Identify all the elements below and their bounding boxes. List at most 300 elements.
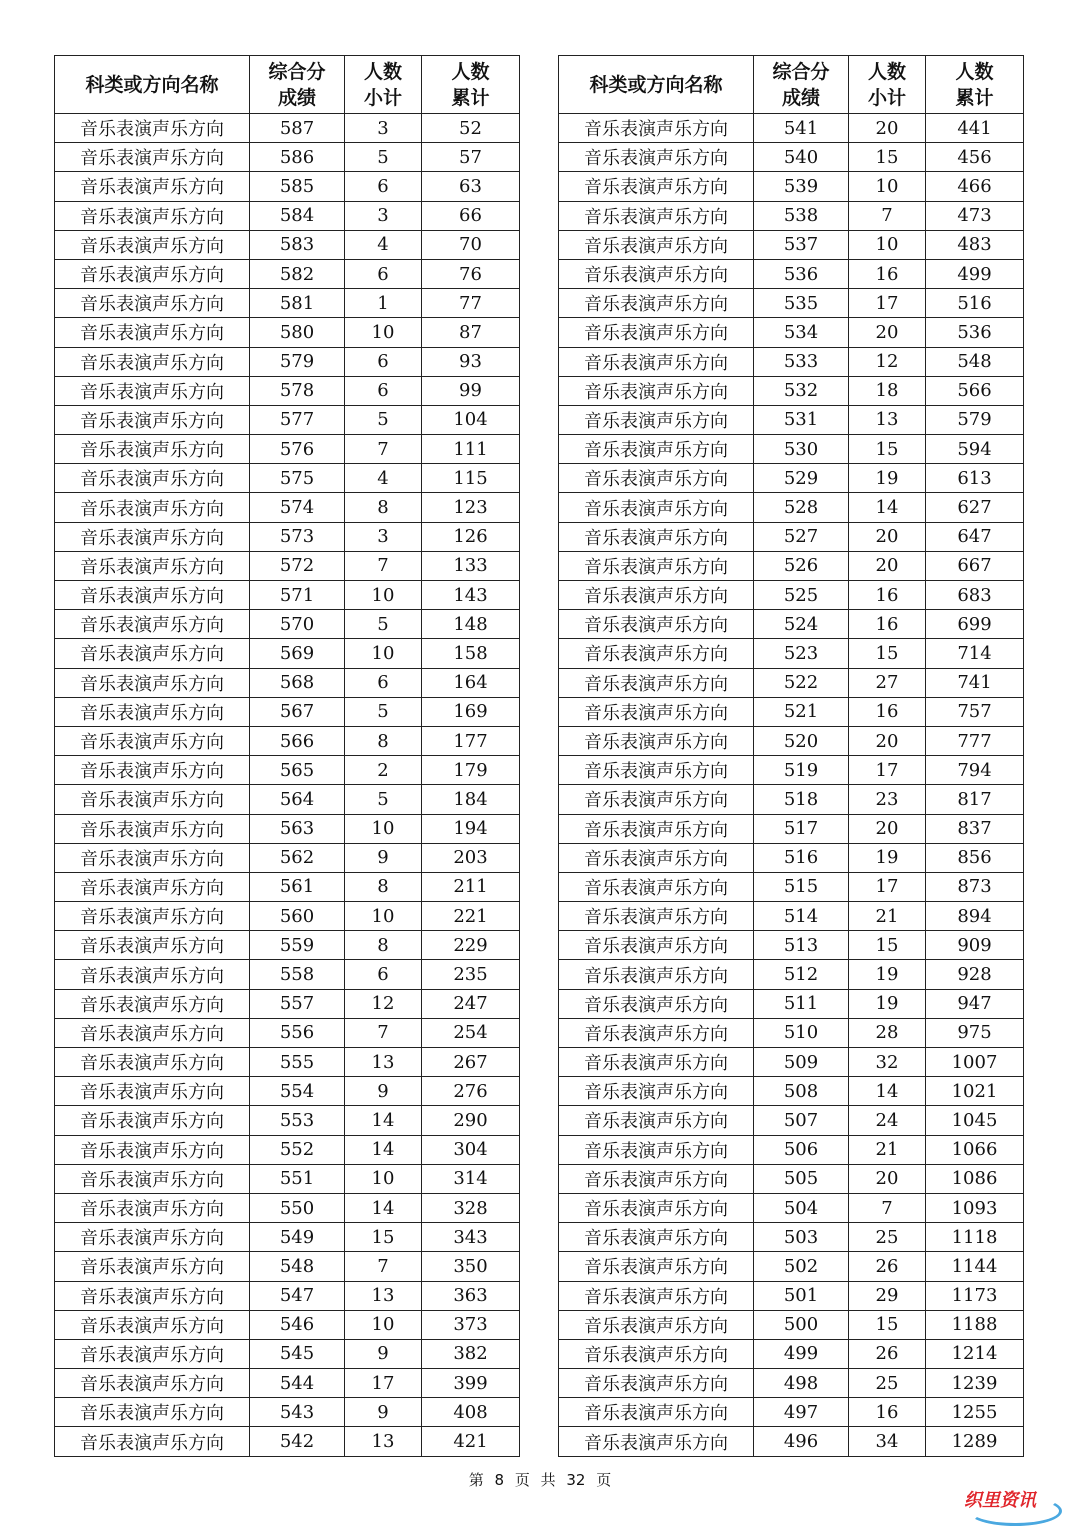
table-row [559, 435, 1024, 464]
count-cell: 10 [345, 1164, 422, 1193]
table-row [55, 989, 520, 1018]
cumulative-cell: 699 [926, 610, 1024, 639]
cumulative-cell: 87 [422, 318, 520, 347]
count-cell: 19 [849, 989, 926, 1018]
category-cell: 音乐表演声乐方向 [55, 610, 250, 639]
score-cell: 517 [754, 814, 849, 843]
score-cell: 520 [754, 726, 849, 755]
cumulative-cell: 1021 [926, 1077, 1024, 1106]
category-cell: 音乐表演声乐方向 [559, 1369, 754, 1398]
score-cell: 511 [754, 989, 849, 1018]
cumulative-cell: 169 [422, 697, 520, 726]
category-cell: 音乐表演声乐方向 [55, 318, 250, 347]
category-cell: 音乐表演声乐方向 [559, 1193, 754, 1222]
category-cell: 音乐表演声乐方向 [559, 551, 754, 580]
table-row [559, 1252, 1024, 1281]
category-cell: 音乐表演声乐方向 [559, 464, 754, 493]
table-row [559, 259, 1024, 288]
score-cell: 563 [250, 814, 345, 843]
count-cell: 20 [849, 726, 926, 755]
category-cell: 音乐表演声乐方向 [559, 1048, 754, 1077]
score-cell: 500 [754, 1310, 849, 1339]
category-cell: 音乐表演声乐方向 [55, 347, 250, 376]
category-cell: 音乐表演声乐方向 [559, 1077, 754, 1106]
table-header-left [55, 56, 520, 114]
count-cell: 16 [849, 610, 926, 639]
count-cell: 8 [345, 726, 422, 755]
table-row [559, 872, 1024, 901]
cumulative-cell: 1144 [926, 1252, 1024, 1281]
table-row [55, 1369, 520, 1398]
count-cell: 7 [345, 435, 422, 464]
score-cell: 560 [250, 902, 345, 931]
score-cell: 552 [250, 1135, 345, 1164]
table-row [559, 989, 1024, 1018]
cumulative-cell: 421 [422, 1427, 520, 1456]
category-cell: 音乐表演声乐方向 [55, 668, 250, 697]
score-cell: 567 [250, 697, 345, 726]
score-cell: 548 [250, 1252, 345, 1281]
table-row [559, 1310, 1024, 1339]
cumulative-cell: 441 [926, 114, 1024, 143]
table-row [559, 697, 1024, 726]
cumulative-cell: 1289 [926, 1427, 1024, 1456]
count-cell: 23 [849, 785, 926, 814]
count-cell: 4 [345, 230, 422, 259]
table-body-right [559, 114, 1024, 1457]
cumulative-cell: 1118 [926, 1223, 1024, 1252]
count-cell: 9 [345, 1339, 422, 1368]
cumulative-cell: 363 [422, 1281, 520, 1310]
score-cell: 521 [754, 697, 849, 726]
category-cell: 音乐表演声乐方向 [55, 1077, 250, 1106]
cumulative-cell: 516 [926, 289, 1024, 318]
cumulative-cell: 647 [926, 522, 1024, 551]
cumulative-cell: 909 [926, 931, 1024, 960]
count-cell: 16 [849, 697, 926, 726]
table-row [55, 931, 520, 960]
count-cell: 7 [345, 551, 422, 580]
cumulative-cell: 143 [422, 581, 520, 610]
table-row [559, 172, 1024, 201]
score-cell: 554 [250, 1077, 345, 1106]
cumulative-cell: 1093 [926, 1193, 1024, 1222]
category-cell: 音乐表演声乐方向 [559, 1223, 754, 1252]
score-cell: 572 [250, 551, 345, 580]
table-row [55, 1427, 520, 1456]
category-cell: 音乐表演声乐方向 [55, 201, 250, 230]
category-cell: 音乐表演声乐方向 [559, 756, 754, 785]
category-cell: 音乐表演声乐方向 [559, 493, 754, 522]
cumulative-cell: 267 [422, 1048, 520, 1077]
category-cell: 音乐表演声乐方向 [55, 1223, 250, 1252]
table-row [55, 960, 520, 989]
table-row [559, 1018, 1024, 1047]
count-cell: 8 [345, 493, 422, 522]
cumulative-cell: 111 [422, 435, 520, 464]
cumulative-cell: 254 [422, 1018, 520, 1047]
category-cell: 音乐表演声乐方向 [559, 668, 754, 697]
cumulative-cell: 1239 [926, 1369, 1024, 1398]
category-cell: 音乐表演声乐方向 [559, 435, 754, 464]
cumulative-cell: 466 [926, 172, 1024, 201]
score-cell: 518 [754, 785, 849, 814]
cumulative-cell: 1214 [926, 1339, 1024, 1368]
cumulative-cell: 57 [422, 143, 520, 172]
score-cell: 570 [250, 610, 345, 639]
score-cell: 499 [754, 1339, 849, 1368]
table-row [559, 1339, 1024, 1368]
cumulative-cell: 627 [926, 493, 1024, 522]
score-cell: 509 [754, 1048, 849, 1077]
count-cell: 15 [849, 1310, 926, 1339]
category-cell: 音乐表演声乐方向 [559, 726, 754, 755]
score-cell: 576 [250, 435, 345, 464]
count-cell: 27 [849, 668, 926, 697]
score-cell: 522 [754, 668, 849, 697]
column-header: 人数 累计 [926, 56, 1024, 114]
table-row [55, 289, 520, 318]
count-cell: 17 [849, 756, 926, 785]
score-cell: 507 [754, 1106, 849, 1135]
count-cell: 9 [345, 1398, 422, 1427]
count-cell: 26 [849, 1339, 926, 1368]
column-header: 科类或方向名称 [55, 56, 250, 114]
score-cell: 534 [754, 318, 849, 347]
count-cell: 1 [345, 289, 422, 318]
brand-logo [960, 1486, 1060, 1524]
cumulative-cell: 794 [926, 756, 1024, 785]
cumulative-cell: 123 [422, 493, 520, 522]
category-cell: 音乐表演声乐方向 [55, 114, 250, 143]
category-cell: 音乐表演声乐方向 [55, 931, 250, 960]
table-header-right [559, 56, 1024, 114]
category-cell: 音乐表演声乐方向 [55, 1164, 250, 1193]
table-row [55, 872, 520, 901]
category-cell: 音乐表演声乐方向 [559, 989, 754, 1018]
score-cell: 501 [754, 1281, 849, 1310]
cumulative-cell: 499 [926, 259, 1024, 288]
count-cell: 6 [345, 668, 422, 697]
cumulative-cell: 70 [422, 230, 520, 259]
table-row [559, 1427, 1024, 1456]
count-cell: 20 [849, 551, 926, 580]
logo-text: 织里资讯 [964, 1490, 1036, 1511]
count-cell: 32 [849, 1048, 926, 1077]
category-cell: 音乐表演声乐方向 [55, 1106, 250, 1135]
table-row [55, 843, 520, 872]
score-cell: 574 [250, 493, 345, 522]
category-cell: 音乐表演声乐方向 [559, 931, 754, 960]
table-row [55, 114, 520, 143]
count-cell: 6 [345, 259, 422, 288]
cumulative-cell: 667 [926, 551, 1024, 580]
score-cell: 555 [250, 1048, 345, 1077]
table-row [55, 347, 520, 376]
table-row [559, 493, 1024, 522]
cumulative-cell: 290 [422, 1106, 520, 1135]
score-cell: 533 [754, 347, 849, 376]
score-cell: 526 [754, 551, 849, 580]
score-cell: 496 [754, 1427, 849, 1456]
table-row [55, 1164, 520, 1193]
category-cell: 音乐表演声乐方向 [55, 1252, 250, 1281]
cumulative-cell: 456 [926, 143, 1024, 172]
category-cell: 音乐表演声乐方向 [559, 143, 754, 172]
category-cell: 音乐表演声乐方向 [559, 1339, 754, 1368]
table-row [559, 1135, 1024, 1164]
count-cell: 5 [345, 610, 422, 639]
category-cell: 音乐表演声乐方向 [55, 464, 250, 493]
cumulative-cell: 203 [422, 843, 520, 872]
table-row [55, 464, 520, 493]
score-cell: 512 [754, 960, 849, 989]
count-cell: 12 [849, 347, 926, 376]
table-row [55, 143, 520, 172]
table-row [559, 289, 1024, 318]
score-cell: 583 [250, 230, 345, 259]
count-cell: 18 [849, 376, 926, 405]
count-cell: 13 [849, 405, 926, 434]
score-cell: 565 [250, 756, 345, 785]
category-cell: 音乐表演声乐方向 [55, 756, 250, 785]
score-cell: 516 [754, 843, 849, 872]
score-cell: 578 [250, 376, 345, 405]
cumulative-cell: 221 [422, 902, 520, 931]
count-cell: 7 [345, 1018, 422, 1047]
score-cell: 561 [250, 872, 345, 901]
cumulative-cell: 99 [422, 376, 520, 405]
category-cell: 音乐表演声乐方向 [559, 697, 754, 726]
table-row [55, 1398, 520, 1427]
column-header: 科类或方向名称 [559, 56, 754, 114]
table-row [559, 1193, 1024, 1222]
category-cell: 音乐表演声乐方向 [55, 843, 250, 872]
category-cell: 音乐表演声乐方向 [559, 347, 754, 376]
cumulative-cell: 777 [926, 726, 1024, 755]
score-cell: 564 [250, 785, 345, 814]
score-cell: 528 [754, 493, 849, 522]
count-cell: 7 [849, 201, 926, 230]
category-cell: 音乐表演声乐方向 [559, 960, 754, 989]
category-cell: 音乐表演声乐方向 [559, 1135, 754, 1164]
score-cell: 513 [754, 931, 849, 960]
score-cell: 568 [250, 668, 345, 697]
table-row [55, 1135, 520, 1164]
score-cell: 575 [250, 464, 345, 493]
table-row [559, 639, 1024, 668]
category-cell: 音乐表演声乐方向 [55, 172, 250, 201]
category-cell: 音乐表演声乐方向 [55, 1135, 250, 1164]
count-cell: 28 [849, 1018, 926, 1047]
category-cell: 音乐表演声乐方向 [559, 843, 754, 872]
score-cell: 566 [250, 726, 345, 755]
score-cell: 515 [754, 872, 849, 901]
cumulative-cell: 548 [926, 347, 1024, 376]
category-cell: 音乐表演声乐方向 [55, 1281, 250, 1310]
table-row [55, 522, 520, 551]
count-cell: 10 [345, 639, 422, 668]
table-row [55, 610, 520, 639]
score-cell: 573 [250, 522, 345, 551]
score-cell: 537 [754, 230, 849, 259]
category-cell: 音乐表演声乐方向 [559, 1164, 754, 1193]
score-cell: 519 [754, 756, 849, 785]
score-cell: 536 [754, 259, 849, 288]
category-cell: 音乐表演声乐方向 [55, 289, 250, 318]
table-row [559, 1048, 1024, 1077]
table-row [559, 522, 1024, 551]
score-cell: 584 [250, 201, 345, 230]
category-cell: 音乐表演声乐方向 [55, 581, 250, 610]
column-header: 综合分 成绩 [250, 56, 345, 114]
category-cell: 音乐表演声乐方向 [559, 1018, 754, 1047]
cumulative-cell: 613 [926, 464, 1024, 493]
score-cell: 577 [250, 405, 345, 434]
score-cell: 503 [754, 1223, 849, 1252]
table-row [559, 318, 1024, 347]
cumulative-cell: 566 [926, 376, 1024, 405]
cumulative-cell: 1066 [926, 1135, 1024, 1164]
category-cell: 音乐表演声乐方向 [559, 1398, 754, 1427]
table-row [559, 581, 1024, 610]
count-cell: 3 [345, 114, 422, 143]
count-cell: 10 [345, 1310, 422, 1339]
cumulative-cell: 473 [926, 201, 1024, 230]
cumulative-cell: 536 [926, 318, 1024, 347]
category-cell: 音乐表演声乐方向 [559, 522, 754, 551]
score-cell: 562 [250, 843, 345, 872]
category-cell: 音乐表演声乐方向 [55, 1193, 250, 1222]
score-cell: 502 [754, 1252, 849, 1281]
table-row [55, 668, 520, 697]
cumulative-cell: 76 [422, 259, 520, 288]
category-cell: 音乐表演声乐方向 [55, 1018, 250, 1047]
score-cell: 538 [754, 201, 849, 230]
cumulative-cell: 1086 [926, 1164, 1024, 1193]
count-cell: 20 [849, 522, 926, 551]
count-cell: 14 [849, 493, 926, 522]
score-cell: 581 [250, 289, 345, 318]
table-row [559, 756, 1024, 785]
category-cell: 音乐表演声乐方向 [559, 318, 754, 347]
cumulative-cell: 757 [926, 697, 1024, 726]
cumulative-cell: 928 [926, 960, 1024, 989]
cumulative-cell: 304 [422, 1135, 520, 1164]
cumulative-cell: 179 [422, 756, 520, 785]
count-cell: 8 [345, 931, 422, 960]
table-row [55, 1193, 520, 1222]
score-cell: 542 [250, 1427, 345, 1456]
count-cell: 5 [345, 785, 422, 814]
score-cell: 569 [250, 639, 345, 668]
table-row [559, 960, 1024, 989]
cumulative-cell: 408 [422, 1398, 520, 1427]
count-cell: 8 [345, 872, 422, 901]
cumulative-cell: 975 [926, 1018, 1024, 1047]
count-cell: 7 [849, 1193, 926, 1222]
score-cell: 544 [250, 1369, 345, 1398]
count-cell: 14 [345, 1193, 422, 1222]
count-cell: 14 [849, 1077, 926, 1106]
cumulative-cell: 1007 [926, 1048, 1024, 1077]
category-cell: 音乐表演声乐方向 [55, 405, 250, 434]
cumulative-cell: 211 [422, 872, 520, 901]
count-cell: 2 [345, 756, 422, 785]
cumulative-cell: 66 [422, 201, 520, 230]
cumulative-cell: 93 [422, 347, 520, 376]
score-cell: 543 [250, 1398, 345, 1427]
table-row [55, 1252, 520, 1281]
table-row [55, 726, 520, 755]
score-cell: 559 [250, 931, 345, 960]
count-cell: 6 [345, 376, 422, 405]
cumulative-cell: 77 [422, 289, 520, 318]
table-row [55, 639, 520, 668]
count-cell: 15 [849, 143, 926, 172]
category-cell: 音乐表演声乐方向 [55, 1369, 250, 1398]
table-row [55, 259, 520, 288]
score-cell: 546 [250, 1310, 345, 1339]
table-row [559, 230, 1024, 259]
score-cell: 547 [250, 1281, 345, 1310]
cumulative-cell: 894 [926, 902, 1024, 931]
table-row [559, 551, 1024, 580]
cumulative-cell: 194 [422, 814, 520, 843]
category-cell: 音乐表演声乐方向 [55, 376, 250, 405]
category-cell: 音乐表演声乐方向 [55, 726, 250, 755]
cumulative-cell: 1045 [926, 1106, 1024, 1135]
count-cell: 10 [345, 814, 422, 843]
cumulative-cell: 158 [422, 639, 520, 668]
score-cell: 514 [754, 902, 849, 931]
score-cell: 525 [754, 581, 849, 610]
table-row [55, 1018, 520, 1047]
category-cell: 音乐表演声乐方向 [559, 230, 754, 259]
column-header: 综合分 成绩 [754, 56, 849, 114]
score-cell: 510 [754, 1018, 849, 1047]
cumulative-cell: 247 [422, 989, 520, 1018]
cumulative-cell: 52 [422, 114, 520, 143]
count-cell: 19 [849, 843, 926, 872]
count-cell: 9 [345, 843, 422, 872]
count-cell: 10 [849, 172, 926, 201]
count-cell: 20 [849, 318, 926, 347]
table-row [55, 902, 520, 931]
score-cell: 530 [754, 435, 849, 464]
score-cell: 582 [250, 259, 345, 288]
count-cell: 16 [849, 1398, 926, 1427]
table-row [559, 1223, 1024, 1252]
count-cell: 13 [345, 1048, 422, 1077]
category-cell: 音乐表演声乐方向 [55, 1427, 250, 1456]
column-header: 人数 小计 [849, 56, 926, 114]
count-cell: 20 [849, 1164, 926, 1193]
category-cell: 音乐表演声乐方向 [55, 1339, 250, 1368]
table-row [559, 931, 1024, 960]
cumulative-cell: 741 [926, 668, 1024, 697]
category-cell: 音乐表演声乐方向 [559, 405, 754, 434]
cumulative-cell: 164 [422, 668, 520, 697]
table-body-left [55, 114, 520, 1457]
category-cell: 音乐表演声乐方向 [559, 1252, 754, 1281]
table-row [55, 172, 520, 201]
count-cell: 5 [345, 697, 422, 726]
table-row [55, 1310, 520, 1339]
score-cell: 541 [754, 114, 849, 143]
count-cell: 25 [849, 1223, 926, 1252]
cumulative-cell: 314 [422, 1164, 520, 1193]
